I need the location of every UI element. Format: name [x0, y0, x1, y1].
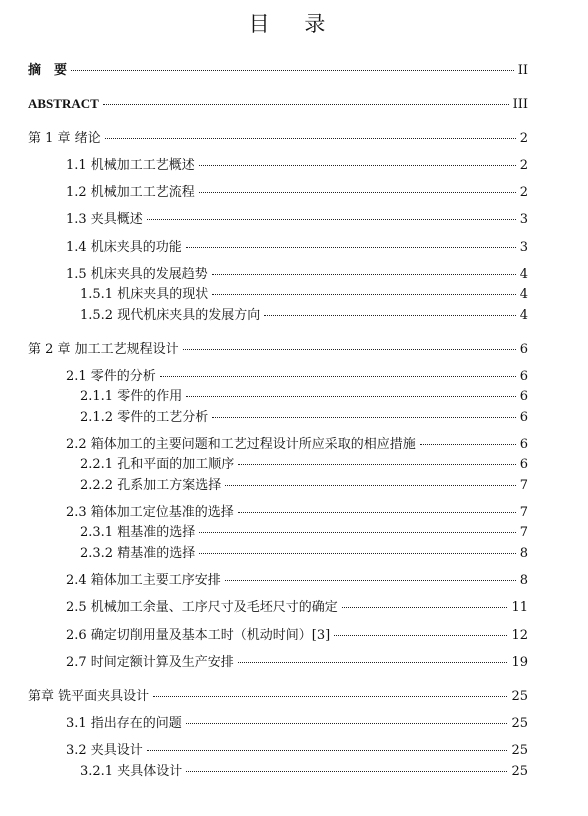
toc-entry-label: 第 2 章 加工工艺规程设计: [28, 342, 179, 357]
toc-entry-page: 3: [519, 212, 528, 227]
dot-leader: [71, 70, 514, 71]
dot-leader: [147, 219, 516, 220]
dot-leader: [160, 376, 516, 377]
toc-entry-label: 3.1 指出存在的问题: [66, 716, 182, 731]
toc-entry-page: 12: [511, 628, 528, 643]
toc-entry-label: 1.2 机械加工工艺流程: [66, 185, 195, 200]
dot-leader: [238, 464, 516, 465]
toc-entry-page: 2: [519, 185, 528, 200]
toc-entry-page: 6: [519, 410, 528, 425]
dot-leader: [186, 771, 507, 772]
dot-leader: [153, 696, 507, 697]
toc-entry-page: 7: [519, 525, 528, 540]
dot-leader: [334, 635, 507, 636]
toc-entry-abstract-en[interactable]: [28, 96, 528, 113]
toc-entry-label: 2.2.2 孔系加工方案选择: [80, 478, 222, 493]
dot-leader: [264, 315, 516, 316]
toc-entry-chapter-3[interactable]: [28, 689, 528, 705]
toc-entry-label: 2.6 确定切削用量及基本工时（机动时间）[3]: [66, 628, 331, 643]
toc-entry-label: 1.5 机床夹具的发展趋势: [66, 267, 208, 282]
toc-entry-page: 25: [511, 743, 528, 758]
toc-entry-section[interactable]: [66, 628, 528, 644]
toc-entry-section[interactable]: [66, 240, 528, 256]
toc-entry-label: 2.1.2 零件的工艺分析: [80, 410, 209, 425]
toc-entry-subsection[interactable]: [80, 457, 528, 473]
toc-entry-label: 第章 铣平面夹具设计: [28, 689, 150, 704]
dot-leader: [199, 165, 516, 166]
toc-entry-section[interactable]: [66, 158, 528, 174]
toc-entry-section[interactable]: [66, 743, 528, 759]
toc-entry-page: 6: [519, 369, 528, 384]
toc-entry-section[interactable]: [66, 600, 528, 616]
toc-entry-subsection[interactable]: [80, 389, 528, 405]
toc-entry-label: 2.1.1 零件的作用: [80, 389, 183, 404]
dot-leader: [212, 417, 516, 418]
toc-entry-section[interactable]: [66, 437, 528, 453]
toc-entry-subsection[interactable]: [80, 410, 528, 426]
toc-entry-label: 1.5.2 现代机床夹具的发展方向: [80, 308, 261, 323]
dot-leader: [225, 485, 516, 486]
toc-entry-abstract-cn[interactable]: [28, 62, 528, 79]
toc-entry-subsection[interactable]: [80, 308, 528, 324]
toc-entry-page: 3: [519, 240, 528, 255]
toc-entry-page: 2: [519, 131, 528, 146]
dot-leader: [342, 607, 508, 608]
toc-entry-subsection[interactable]: [80, 478, 528, 494]
dot-leader: [199, 553, 516, 554]
toc-entry-page: 25: [511, 689, 528, 704]
toc-entry-label: 1.1 机械加工工艺概述: [66, 158, 195, 173]
toc-entry-subsection[interactable]: [80, 764, 528, 780]
toc-entry-page: 7: [519, 478, 528, 493]
toc-entry-section[interactable]: [66, 185, 528, 201]
dot-leader: [186, 396, 516, 397]
toc-entry-page: II: [517, 63, 528, 78]
toc-entry-page: 25: [511, 764, 528, 779]
dot-leader: [183, 349, 516, 350]
toc-entry-page: 6: [519, 437, 528, 452]
dot-leader: [103, 104, 509, 105]
dot-leader: [212, 274, 516, 275]
dot-leader: [238, 512, 516, 513]
toc-entry-page: III: [512, 97, 528, 112]
dot-leader: [105, 138, 516, 139]
dot-leader: [186, 723, 508, 724]
toc-entry-subsection[interactable]: [80, 287, 528, 303]
toc-entry-subsection[interactable]: [80, 525, 528, 541]
toc-entry-label: 1.3 夹具概述: [66, 212, 143, 227]
toc-entry-label: ABSTRACT: [28, 96, 99, 111]
toc-entry-chapter-1[interactable]: [28, 131, 528, 147]
dot-leader: [147, 750, 508, 751]
toc-entry-section[interactable]: [66, 267, 528, 283]
toc-entry-label: 2.3.1 粗基准的选择: [80, 525, 196, 540]
toc-entry-chapter-2[interactable]: [28, 342, 528, 358]
toc-entry-label: 2.2 箱体加工的主要问题和工艺过程设计所应采取的相应措施: [66, 437, 416, 452]
toc-entry-page: 8: [519, 546, 528, 561]
toc-entry-label: 2.7 时间定额计算及生产安排: [66, 655, 234, 670]
toc-entry-label: 3.2.1 夹具体设计: [80, 764, 183, 779]
dot-leader: [199, 192, 516, 193]
toc-entry-label: 3.2 夹具设计: [66, 743, 143, 758]
page-title: 目 录: [248, 12, 340, 36]
dot-leader: [199, 532, 516, 533]
toc-entry-page: 6: [519, 457, 528, 472]
toc-entry-page: 8: [519, 573, 528, 588]
toc-entry-label: 2.3.2 精基准的选择: [80, 546, 196, 561]
toc-entry-page: 4: [519, 308, 528, 323]
toc-entry-label: 2.5 机械加工余量、工序尺寸及毛坯尺寸的确定: [66, 600, 338, 615]
toc-entry-section[interactable]: [66, 716, 528, 732]
dot-leader: [186, 247, 516, 248]
dot-leader: [238, 662, 508, 663]
dot-leader: [212, 294, 516, 295]
toc-entry-section[interactable]: [66, 212, 528, 228]
toc-entry-label: 第 1 章 绪论: [28, 131, 101, 146]
toc-entry-page: 4: [519, 287, 528, 302]
toc-entry-page: 2: [519, 158, 528, 173]
toc-entry-section[interactable]: [66, 573, 528, 589]
toc-entry-label: 2.2.1 孔和平面的加工顺序: [80, 457, 235, 472]
toc-entry-page: 11: [511, 600, 528, 615]
toc-entry-label: 1.5.1 机床夹具的现状: [80, 287, 209, 302]
toc-entry-section[interactable]: [66, 655, 528, 671]
toc-entry-page: 4: [519, 267, 528, 282]
toc-entry-section[interactable]: [66, 369, 528, 385]
toc-entry-page: 6: [519, 389, 528, 404]
toc-entry-label: 2.3 箱体加工定位基准的选择: [66, 505, 234, 520]
toc-entry-page: 25: [511, 716, 528, 731]
toc-entry-page: 6: [519, 342, 528, 357]
toc-entry-subsection[interactable]: [80, 546, 528, 562]
toc-entry-label: 2.4 箱体加工主要工序安排: [66, 573, 221, 588]
toc-entry-label: 摘 要: [28, 62, 68, 77]
toc-entry-label: 1.4 机床夹具的功能: [66, 240, 182, 255]
toc-entry-section[interactable]: [66, 505, 528, 521]
toc-entry-page: 7: [519, 505, 528, 520]
toc-entry-page: 19: [511, 655, 528, 670]
dot-leader: [225, 580, 516, 581]
dot-leader: [420, 444, 516, 445]
toc-entry-label: 2.1 零件的分析: [66, 369, 156, 384]
